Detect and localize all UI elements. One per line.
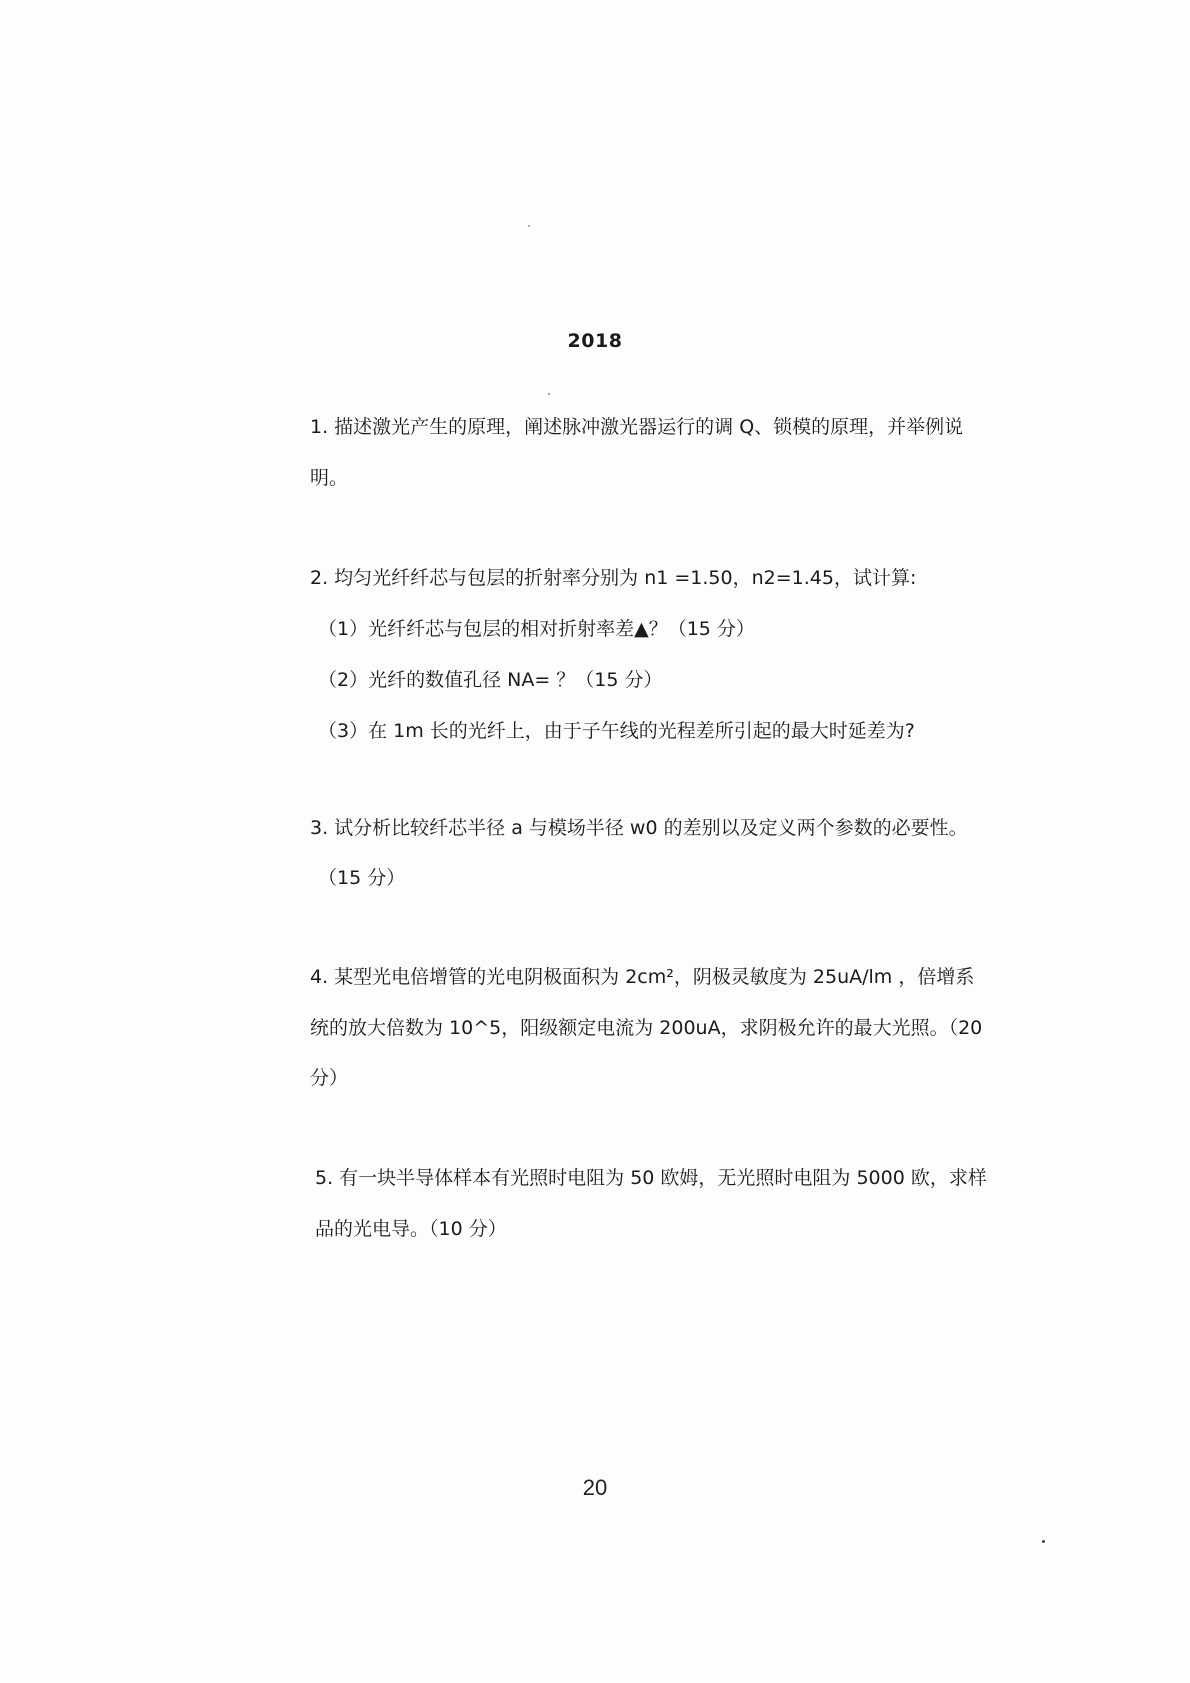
question-4-line-2: 统的放大倍数为 10^5，阳级额定电流为 200uA，求阴极允许的最大光照。（20	[310, 1017, 983, 1039]
question-3-line-1: 3. 试分析比较纤芯半径 a 与模场半径 w0 的差别以及定义两个参数的必要性。	[310, 817, 968, 839]
scan-speck	[528, 225, 530, 227]
scan-speck	[548, 393, 550, 395]
question-1-line-2: 明。	[310, 467, 349, 489]
page-title: 2018	[567, 330, 623, 352]
question-2-line-1: 2. 均匀光纤纤芯与包层的折射率分别为 n1 =1.50，n2=1.45，试计算:	[310, 567, 917, 589]
page-number: 20	[582, 1475, 608, 1500]
question-4-line-1: 4. 某型光电倍增管的光电阴极面积为 2cm²，阴极灵敏度为 25uA/lm ，倍增系	[310, 966, 975, 988]
question-2-sub-2: （2）光纤的数值孔径 NA= ？（15 分）	[318, 669, 663, 691]
question-5-line-1: 5. 有一块半导体样本有光照时电阻为 50 欧姆，无光照时电阻为 5000 欧，求样	[315, 1167, 987, 1189]
question-5-line-2: 品的光电导。（10 分）	[315, 1218, 507, 1240]
question-1-line-1: 1. 描述激光产生的原理，阐述脉冲激光器运行的调 Q、锁模的原理，并举例说	[310, 416, 964, 438]
question-2-sub-3: （3）在 1m 长的光纤上，由于子午线的光程差所引起的最大时延差为?	[318, 720, 915, 742]
scan-speck	[1042, 1540, 1045, 1543]
question-2-sub-1: （1）光纤纤芯与包层的相对折射率差▲？（15 分）	[318, 618, 755, 640]
question-3-line-2: （15 分）	[318, 867, 406, 889]
question-4-line-3: 分）	[310, 1067, 349, 1089]
